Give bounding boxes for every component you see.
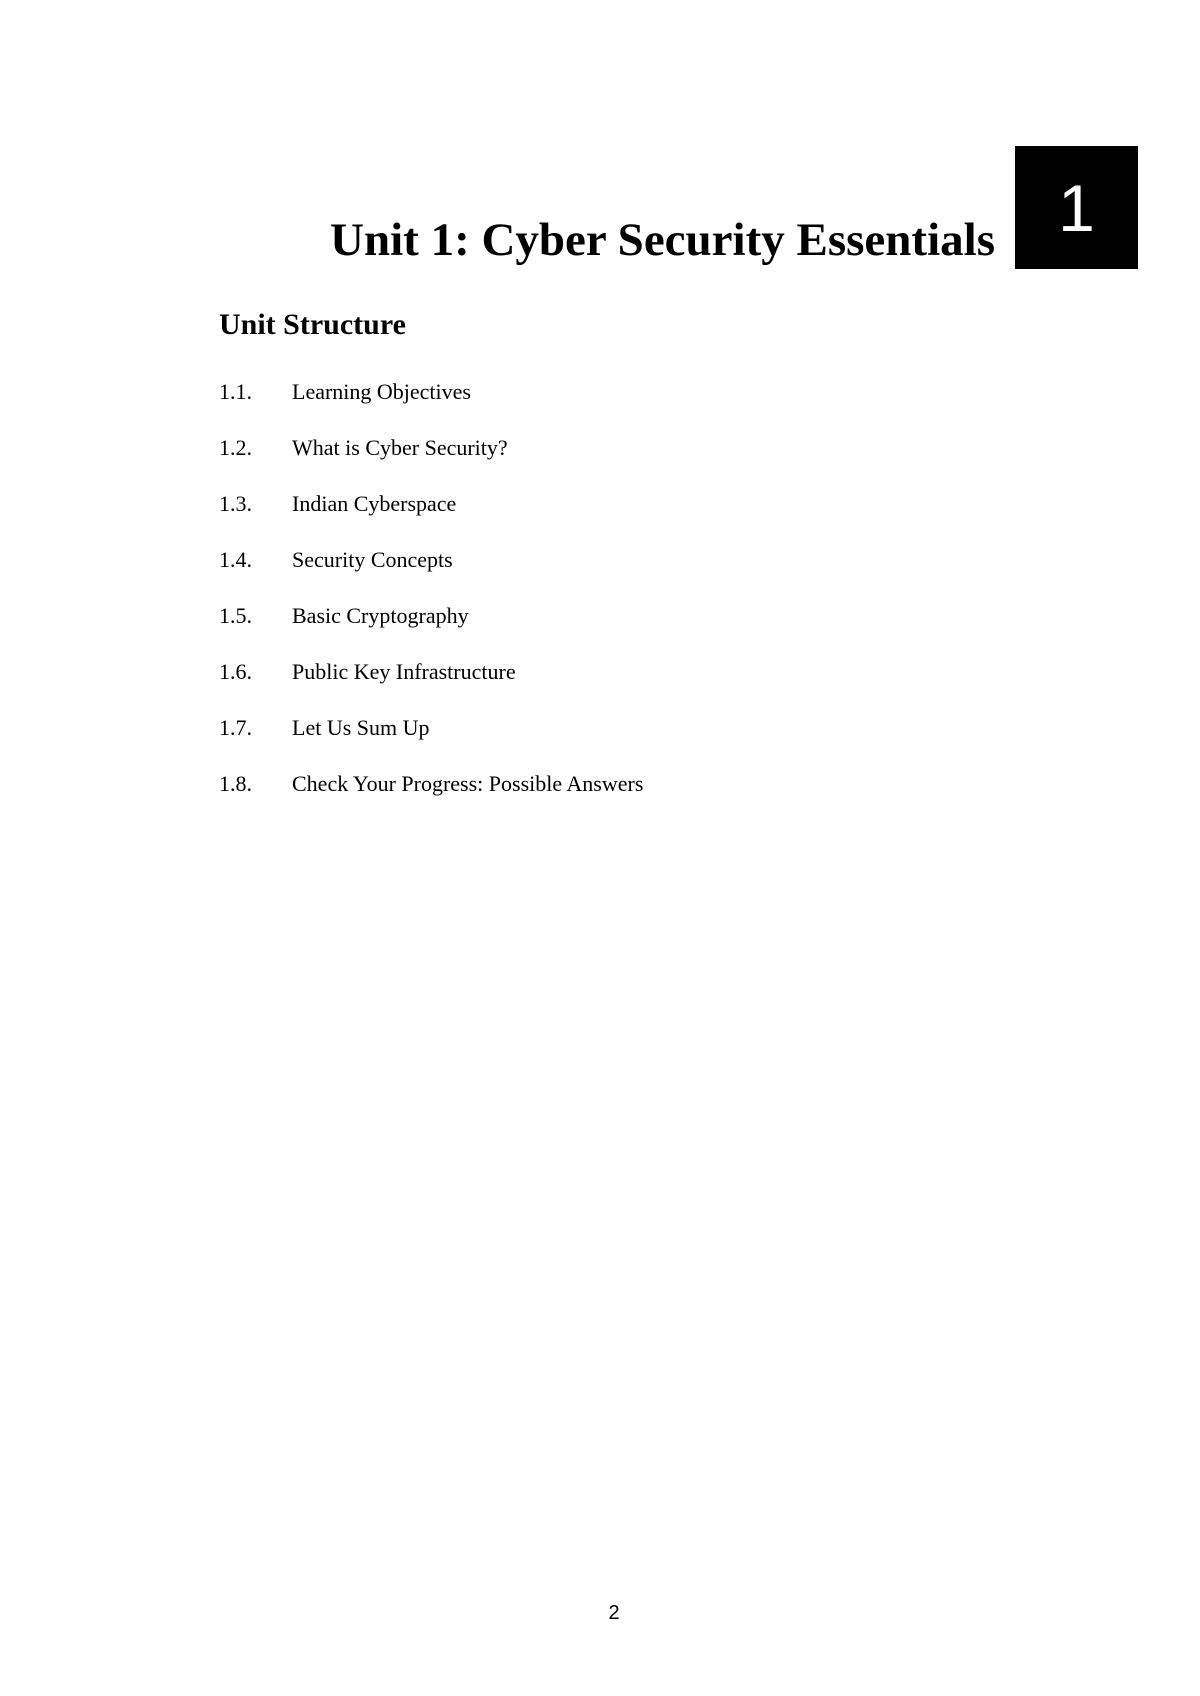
toc-item-label: Let Us Sum Up bbox=[292, 715, 430, 740]
toc-item-number: 1.5. bbox=[219, 603, 252, 628]
unit-structure-list bbox=[219, 364, 643, 812]
toc-item bbox=[219, 532, 643, 588]
toc-item-label: Indian Cyberspace bbox=[292, 491, 457, 516]
unit-number-badge: 1 bbox=[1015, 146, 1138, 269]
toc-item-label: Public Key Infrastructure bbox=[292, 659, 516, 684]
toc-item-number: 1.4. bbox=[219, 547, 252, 572]
toc-item bbox=[219, 420, 643, 476]
toc-item-label: Learning Objectives bbox=[292, 379, 471, 404]
toc-item bbox=[219, 588, 643, 644]
unit-title: Unit 1: Cyber Security Essentials bbox=[330, 214, 995, 266]
unit-structure-heading: Unit Structure bbox=[219, 308, 406, 341]
toc-item-label: Check Your Progress: Possible Answers bbox=[292, 771, 644, 796]
toc-item-label: What is Cyber Security? bbox=[292, 435, 508, 460]
toc-item-number: 1.6. bbox=[219, 659, 252, 684]
toc-item bbox=[219, 756, 643, 812]
toc-item bbox=[219, 700, 643, 756]
toc-item-number: 1.8. bbox=[219, 771, 252, 796]
toc-item bbox=[219, 364, 643, 420]
toc-item bbox=[219, 644, 643, 700]
toc-item-label: Security Concepts bbox=[292, 547, 453, 572]
toc-item-number: 1.2. bbox=[219, 435, 252, 460]
page-number: 2 bbox=[608, 1602, 620, 1624]
toc-item-number: 1.1. bbox=[219, 379, 252, 404]
toc-item-number: 1.7. bbox=[219, 715, 252, 740]
toc-item-label: Basic Cryptography bbox=[292, 603, 469, 628]
toc-item bbox=[219, 476, 643, 532]
toc-item-number: 1.3. bbox=[219, 491, 252, 516]
